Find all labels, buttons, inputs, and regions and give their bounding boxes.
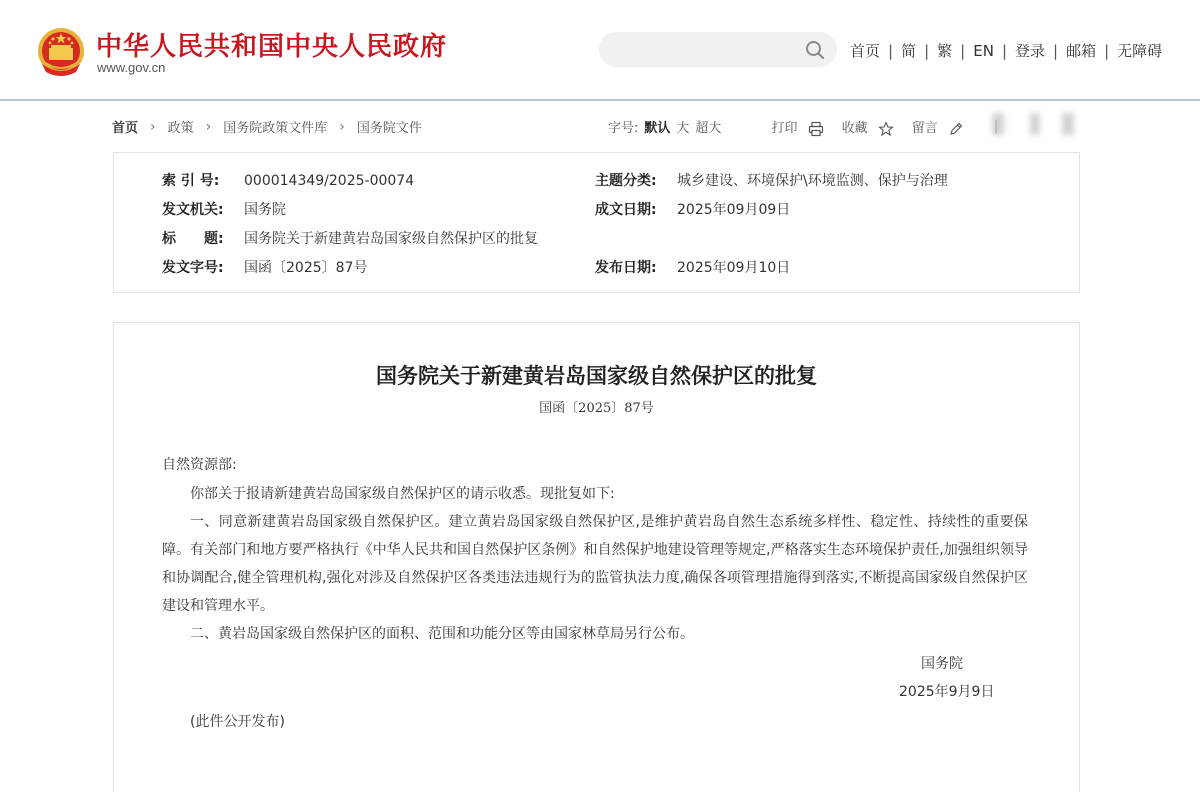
meta-index-value: 000014349/2025-00074 [244, 173, 415, 189]
site-title[interactable]: 中华人民共和国中央人民政府 [96, 32, 448, 62]
site-domain: www.gov.cn [97, 60, 166, 75]
site-header [0, 0, 1200, 101]
breadcrumb-home[interactable]: 首页 [112, 121, 139, 136]
meta-index [162, 170, 414, 190]
nav-home[interactable]: 首页 [850, 42, 881, 60]
favorite-button[interactable] [842, 117, 894, 137]
meta-title-value: 国务院关于新建黄岩岛国家级自然保护区的批复 [244, 231, 538, 247]
search-input[interactable] [599, 32, 837, 67]
font-size-label: 字号: [608, 121, 639, 137]
share-icons-blurred[interactable] [1030, 113, 1040, 135]
document-paragraph: 你部关于报请新建黄岩岛国家级自然保护区的请示收悉。现批复如下: [190, 486, 615, 502]
nav-separator: | [1001, 41, 1007, 60]
meta-issuer-value: 国务院 [244, 202, 286, 218]
breadcrumb-arrow: › [205, 118, 212, 135]
font-size-xlarge[interactable]: 超大 [695, 121, 722, 137]
star-icon [878, 121, 894, 137]
nav-traditional[interactable]: 繁 [937, 42, 953, 60]
national-emblem-icon[interactable] [36, 26, 86, 78]
comment-button[interactable] [912, 117, 964, 137]
breadcrumb-arrow: › [150, 118, 156, 135]
breadcrumb-state-council-docs[interactable]: 国务院文件 [356, 121, 422, 136]
meta-written-date [595, 199, 790, 219]
print-button[interactable] [771, 117, 823, 137]
breadcrumb-policy-library[interactable]: 国务院政策文件库 [223, 121, 328, 136]
signature-date: 2025年9月9日 [899, 684, 995, 700]
meta-topic-value: 城乡建设、环境保护\环境监测、保护与治理 [677, 173, 948, 189]
favorite-label: 收藏 [841, 121, 868, 136]
signature-organization: 国务院 [921, 656, 963, 672]
meta-topic-label: 主题分类: [595, 173, 657, 189]
print-icon [808, 121, 824, 137]
breadcrumb-policy[interactable]: 政策 [167, 121, 194, 136]
publication-note: (此件公开发布) [190, 714, 285, 730]
nav-separator: | [1104, 41, 1110, 60]
top-nav [850, 40, 1162, 61]
comment-label: 留言 [911, 121, 938, 136]
font-size-large[interactable]: 大 [676, 121, 690, 137]
nav-separator: | [924, 41, 930, 60]
share-icons-blurred[interactable] [1062, 113, 1074, 135]
meta-issuer [162, 199, 286, 219]
nav-login[interactable]: 登录 [1015, 42, 1046, 60]
document-paragraph: 一、同意新建黄岩岛国家级自然保护区。建立黄岩岛国家级自然保护区,是维护黄岩岛自然生态系统多样性、稳定性、持续性的重要保障。有关部门和地方要严格执行《中华人民共和国自然保护区条例》和自然保护地建设管理等规定,严格落实生态环境保护责任,加强组织领导和协调配合,健全管理机构,强化对涉及自然保护区各类违法违规行为的监管执法力度,确保各项管理措施得到落实,不断提高国家级自然保护区建设和管理水平。 [162, 514, 1028, 614]
nav-separator: | [1053, 41, 1059, 60]
document-number: 国函〔2025〕87号 [539, 401, 654, 416]
meta-written-date-value: 2025年09月09日 [677, 202, 791, 218]
document-salutation: 自然资源部: [162, 457, 237, 473]
meta-publish-date-label: 发布日期: [595, 260, 657, 276]
meta-doc-number-value: 国函〔2025〕87号 [244, 260, 368, 276]
share-icons-blurred[interactable] [992, 113, 1004, 135]
document-title: 国务院关于新建黄岩岛国家级自然保护区的批复 [376, 363, 817, 388]
meta-title [162, 228, 538, 248]
nav-separator: | [888, 41, 894, 60]
article-toolbar [608, 117, 998, 137]
nav-simplified[interactable]: 简 [901, 42, 917, 60]
nav-english[interactable]: EN [973, 41, 994, 60]
meta-index-label: 索 引 号: [162, 173, 220, 189]
pencil-icon [948, 121, 964, 137]
breadcrumb-arrow: › [339, 118, 345, 135]
print-label: 打印 [771, 121, 798, 136]
search-icon[interactable] [805, 40, 825, 60]
meta-doc-number-label: 发文字号: [162, 260, 224, 276]
nav-accessibility[interactable]: 无障碍 [1117, 42, 1163, 60]
meta-topic [595, 170, 948, 190]
meta-publish-date-value: 2025年09月10日 [677, 260, 791, 276]
nav-separator: | [960, 41, 966, 60]
nav-mail[interactable]: 邮箱 [1066, 42, 1097, 60]
font-size-default[interactable]: 默认 [644, 121, 671, 137]
breadcrumb [112, 117, 422, 136]
meta-doc-number [162, 257, 367, 277]
meta-written-date-label: 成文日期: [595, 202, 657, 218]
document-paragraph: 二、黄岩岛国家级自然保护区的面积、范围和功能分区等由国家林草局另行公布。 [190, 626, 694, 642]
meta-publish-date [595, 257, 790, 277]
meta-title-label: 标 题: [162, 231, 224, 247]
meta-issuer-label: 发文机关: [162, 202, 224, 218]
